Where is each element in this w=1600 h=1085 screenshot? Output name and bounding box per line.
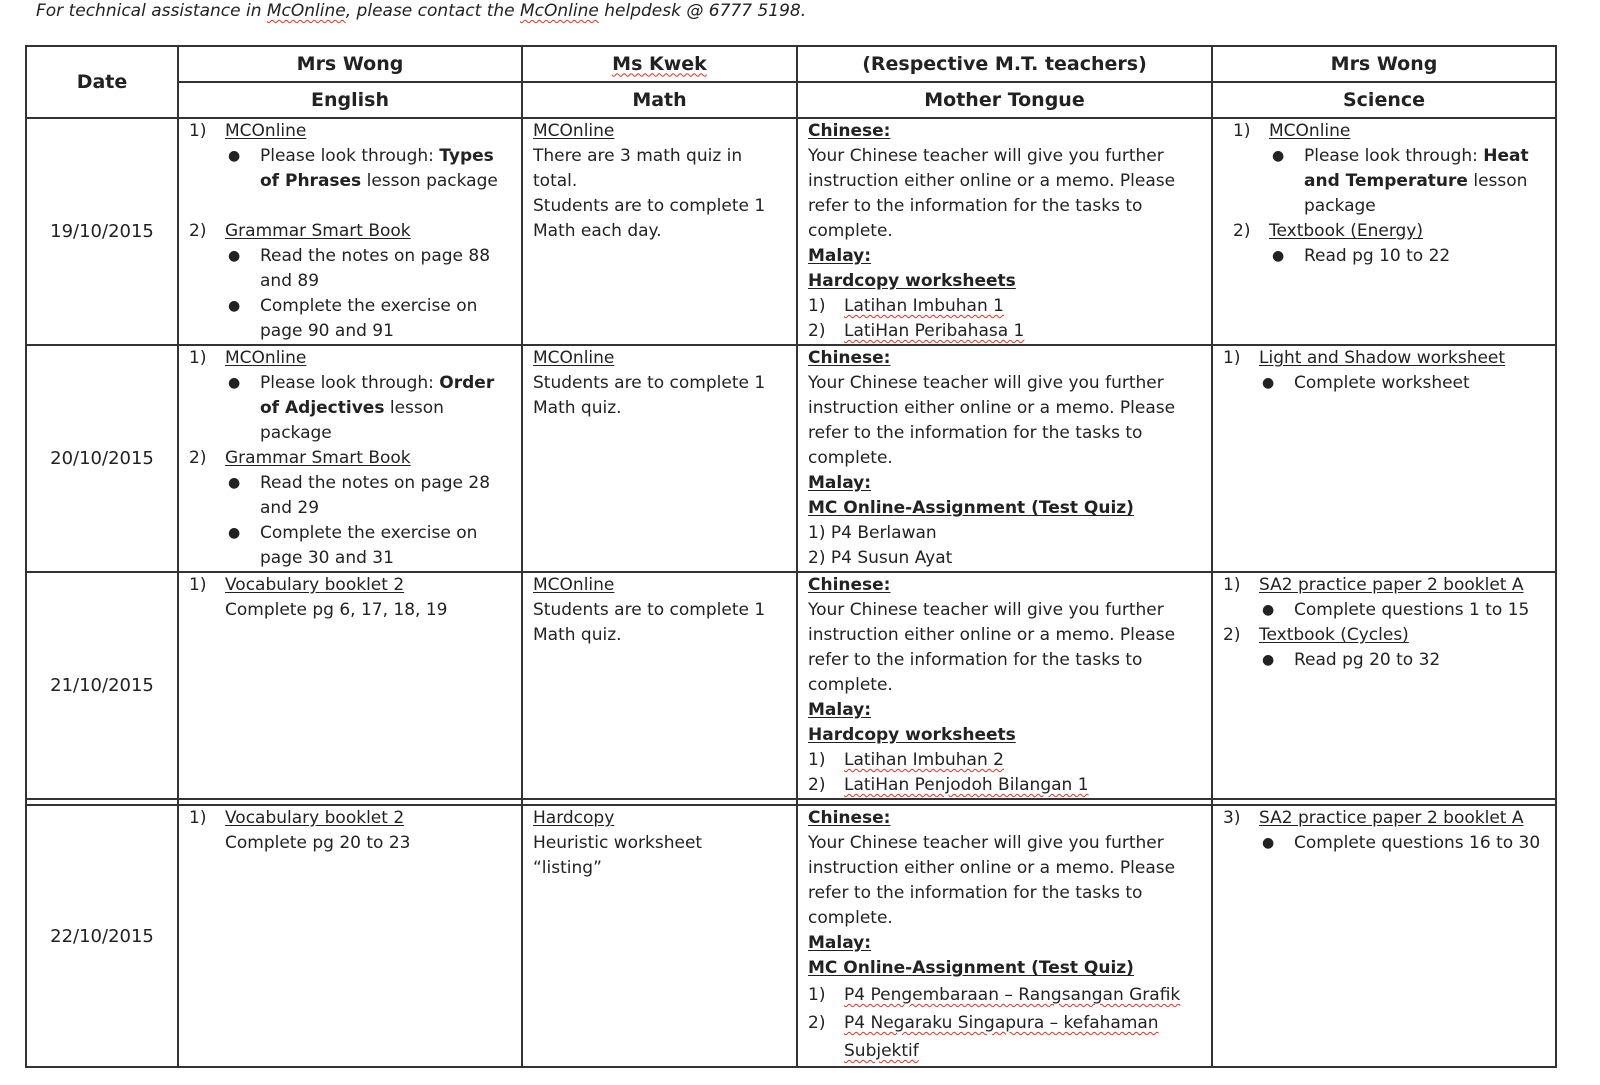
notice-brand: McOnline: [520, 1, 599, 21]
chinese-heading: Chinese:: [808, 808, 891, 828]
english-cell: 1) MCOnline ● Please look through: Order of Adjectives lesson package 2) Grammar Smart Book ● Read the notes on page 28 and 29 ● Complete the exercise on page 30 and 31: [178, 345, 522, 572]
malay-heading: Malay:: [808, 933, 872, 953]
malay-heading: Malay:: [808, 246, 872, 266]
chinese-text: Your Chinese teacher will give you further instruction either online or a memo. Please refer to the information for the tasks to complete.: [808, 833, 1176, 928]
math-text: Students are to complete 1 Math quiz.: [533, 600, 766, 645]
row-date: 21/10/2015: [26, 572, 178, 799]
english-cell: 1) MCOnline ● Please look through: Types of Phrases lesson package 2) Grammar Smart Book ● Read the notes on page 88 and 89 ● Complete the exercise on page 90 and 91: [178, 118, 522, 345]
row-date: 19/10/2015: [26, 118, 178, 345]
teacher-math: Ms Kwek: [522, 46, 797, 82]
math-text: Students are to complete 1 Math quiz.: [533, 373, 766, 418]
math-cell: [522, 345, 797, 572]
bullet-text: Please look through: Types of Phrases lesson package: [260, 146, 498, 191]
teacher-science: Mrs Wong: [1212, 46, 1556, 82]
subject-science: Science: [1212, 82, 1556, 118]
table-row: [26, 118, 1556, 345]
item-link: MCOnline: [225, 121, 307, 141]
bullet-text: Complete questions 1 to 15: [1294, 600, 1530, 620]
item-link: MCOnline: [533, 121, 615, 141]
schedule-table: [25, 45, 1557, 1068]
subject-mother-tongue: Mother Tongue: [797, 82, 1212, 118]
item-link: SA2 practice paper 2 booklet A: [1259, 575, 1524, 595]
item-link: MCOnline: [225, 348, 307, 368]
bullet-icon: ●: [228, 475, 241, 491]
malay-subheading: Hardcopy worksheets: [808, 271, 1016, 291]
bullet-text: Complete the exercise on page 30 and 31: [260, 523, 478, 568]
bullet-icon: ●: [1262, 375, 1275, 391]
mother-tongue-cell: Chinese: Your Chinese teacher will give you further instruction either online or a memo. Please refer to the information for the tasks to complete. Malay: Hardcopy worksheets 1) Latihan Imbuhan 1 2) LatiHan Peribahasa 1: [797, 118, 1212, 345]
science-cell: 1) Light and Shadow worksheet ● Complete worksheet: [1212, 345, 1556, 572]
subject-math: Math: [522, 82, 797, 118]
item-link: Hardcopy: [533, 808, 615, 828]
bullet-icon: ●: [228, 298, 241, 314]
bullet-icon: ●: [228, 248, 241, 264]
item-link: MCOnline: [1269, 121, 1351, 141]
bullet-icon: ●: [1262, 835, 1275, 851]
table-row: [26, 805, 1556, 1067]
malay-item: 1) P4 Berlawan: [808, 523, 937, 543]
science-cell: 1) SA2 practice paper 2 booklet A ● Complete questions 1 to 15 2) Textbook (Cycles) ● Read pg 20 to 32: [1212, 572, 1556, 799]
science-cell: 1) MCOnline ● Please look through: Heat and Temperature lesson package 2) Textbook (Energy) ● Read pg 10 to 22: [1212, 118, 1556, 345]
notice-text: For technical assistance in: [36, 1, 267, 21]
malay-item: P4 Negaraku Singapura – kefahaman Subjektif: [844, 1013, 1159, 1061]
chinese-heading: Chinese:: [808, 121, 891, 141]
date-header: Date: [26, 46, 178, 118]
bullet-text: Read the notes on page 28 and 29: [260, 473, 491, 518]
notice-brand: McOnline: [266, 1, 346, 21]
english-cell: 1) Vocabulary booklet 2 Complete pg 6, 17, 18, 19: [178, 572, 522, 799]
helpdesk-notice: [36, 1, 806, 21]
science-cell: 3) SA2 practice paper 2 booklet A ● Complete questions 16 to 30: [1212, 805, 1556, 1067]
malay-item: LatiHan Penjodoh Bilangan 1: [844, 775, 1089, 795]
row-date: 20/10/2015: [26, 345, 178, 572]
table-row: [26, 345, 1556, 572]
math-text: Students are to complete 1 Math each day.: [533, 196, 766, 241]
malay-item: P4 Pengembaraan – Rangsangan Grafik: [844, 985, 1181, 1005]
malay-heading: Malay:: [808, 473, 872, 493]
item-link: Grammar Smart Book: [225, 221, 411, 241]
chinese-heading: Chinese:: [808, 348, 891, 368]
malay-item: 2) P4 Susun Ayat: [808, 548, 953, 568]
chinese-text: Your Chinese teacher will give you further instruction either online or a memo. Please refer to the information for the tasks to complete.: [808, 146, 1176, 241]
notice-text: helpdesk @ 6777 5198.: [598, 1, 807, 21]
malay-heading: Malay:: [808, 700, 872, 720]
row-date: 22/10/2015: [26, 805, 178, 1067]
item-link: Textbook (Energy): [1269, 221, 1424, 241]
english-text: Complete pg 6, 17, 18, 19: [225, 600, 448, 620]
item-link: Grammar Smart Book: [225, 448, 411, 468]
mother-tongue-cell: [797, 345, 1212, 572]
math-text: Heuristic worksheet: [533, 833, 703, 853]
math-text: There are 3 math quiz in total.: [533, 146, 743, 191]
english-cell: 1) Vocabulary booklet 2 Complete pg 20 to 23: [178, 805, 522, 1067]
bullet-text: Please look through: Heat and Temperature lesson package: [1304, 146, 1529, 216]
bullet-icon: ●: [1262, 652, 1275, 668]
bullet-icon: ●: [228, 525, 241, 541]
subject-english: English: [178, 82, 522, 118]
chinese-text: Your Chinese teacher will give you further instruction either online or a memo. Please refer to the information for the tasks to complete.: [808, 600, 1176, 695]
chinese-text: Your Chinese teacher will give you further instruction either online or a memo. Please refer to the information for the tasks to complete.: [808, 373, 1176, 468]
bullet-text: Read pg 10 to 22: [1304, 246, 1451, 266]
malay-item: LatiHan Peribahasa 1: [844, 321, 1025, 341]
item-link: MCOnline: [533, 575, 615, 595]
mother-tongue-cell: Chinese: Your Chinese teacher will give you further instruction either online or a memo. Please refer to the information for the tasks to complete. Malay: Hardcopy worksheets 1) Latihan Imbuhan 2 2) LatiHan Penjodoh Bilangan 1: [797, 572, 1212, 799]
malay-subheading: MC Online-Assignment (Test Quiz): [808, 958, 1134, 978]
bullet-text: Complete questions 16 to 30: [1294, 833, 1541, 853]
math-cell: [522, 118, 797, 345]
table-row: [26, 572, 1556, 799]
malay-item: Latihan Imbuhan 2: [844, 750, 1004, 770]
item-link: Textbook (Cycles): [1259, 625, 1409, 645]
math-text: “listing”: [533, 858, 602, 878]
item-link: Vocabulary booklet 2: [225, 808, 405, 828]
teacher-mother-tongue: (Respective M.T. teachers): [797, 46, 1212, 82]
math-cell: [522, 805, 797, 1067]
bullet-text: Complete the exercise on page 90 and 91: [260, 296, 478, 341]
item-link: Vocabulary booklet 2: [225, 575, 405, 595]
malay-subheading: Hardcopy worksheets: [808, 725, 1016, 745]
bullet-text: Read the notes on page 88 and 89: [260, 246, 491, 291]
bullet-text: Complete worksheet: [1294, 373, 1470, 393]
chinese-heading: Chinese:: [808, 575, 891, 595]
item-link: MCOnline: [533, 348, 615, 368]
bullet-icon: ●: [228, 375, 241, 391]
bullet-icon: ●: [228, 148, 241, 164]
malay-subheading: MC Online-Assignment (Test Quiz): [808, 498, 1134, 518]
teacher-english: Mrs Wong: [178, 46, 522, 82]
english-text: Complete pg 20 to 23: [225, 833, 411, 853]
bullet-text: Please look through: Order of Adjectives lesson package: [260, 373, 495, 443]
math-cell: [522, 572, 797, 799]
mother-tongue-cell: Chinese: Your Chinese teacher will give you further instruction either online or a memo. Please refer to the information for the tasks to complete. Malay: MC Online-Assignment (Test Quiz) 1) P4 Pengembaraan – Rangsangan Grafik 2) P4 Negaraku Singapura – kefahaman Subjektif: [797, 805, 1212, 1067]
bullet-icon: ●: [1272, 248, 1285, 264]
bullet-text: Read pg 20 to 32: [1294, 650, 1441, 670]
item-link: Light and Shadow worksheet: [1259, 348, 1506, 368]
notice-text: , please contact the: [345, 1, 520, 21]
malay-item: Latihan Imbuhan 1: [844, 296, 1004, 316]
bullet-icon: ●: [1262, 602, 1275, 618]
bullet-icon: ●: [1272, 148, 1285, 164]
item-link: SA2 practice paper 2 booklet A: [1259, 808, 1524, 828]
